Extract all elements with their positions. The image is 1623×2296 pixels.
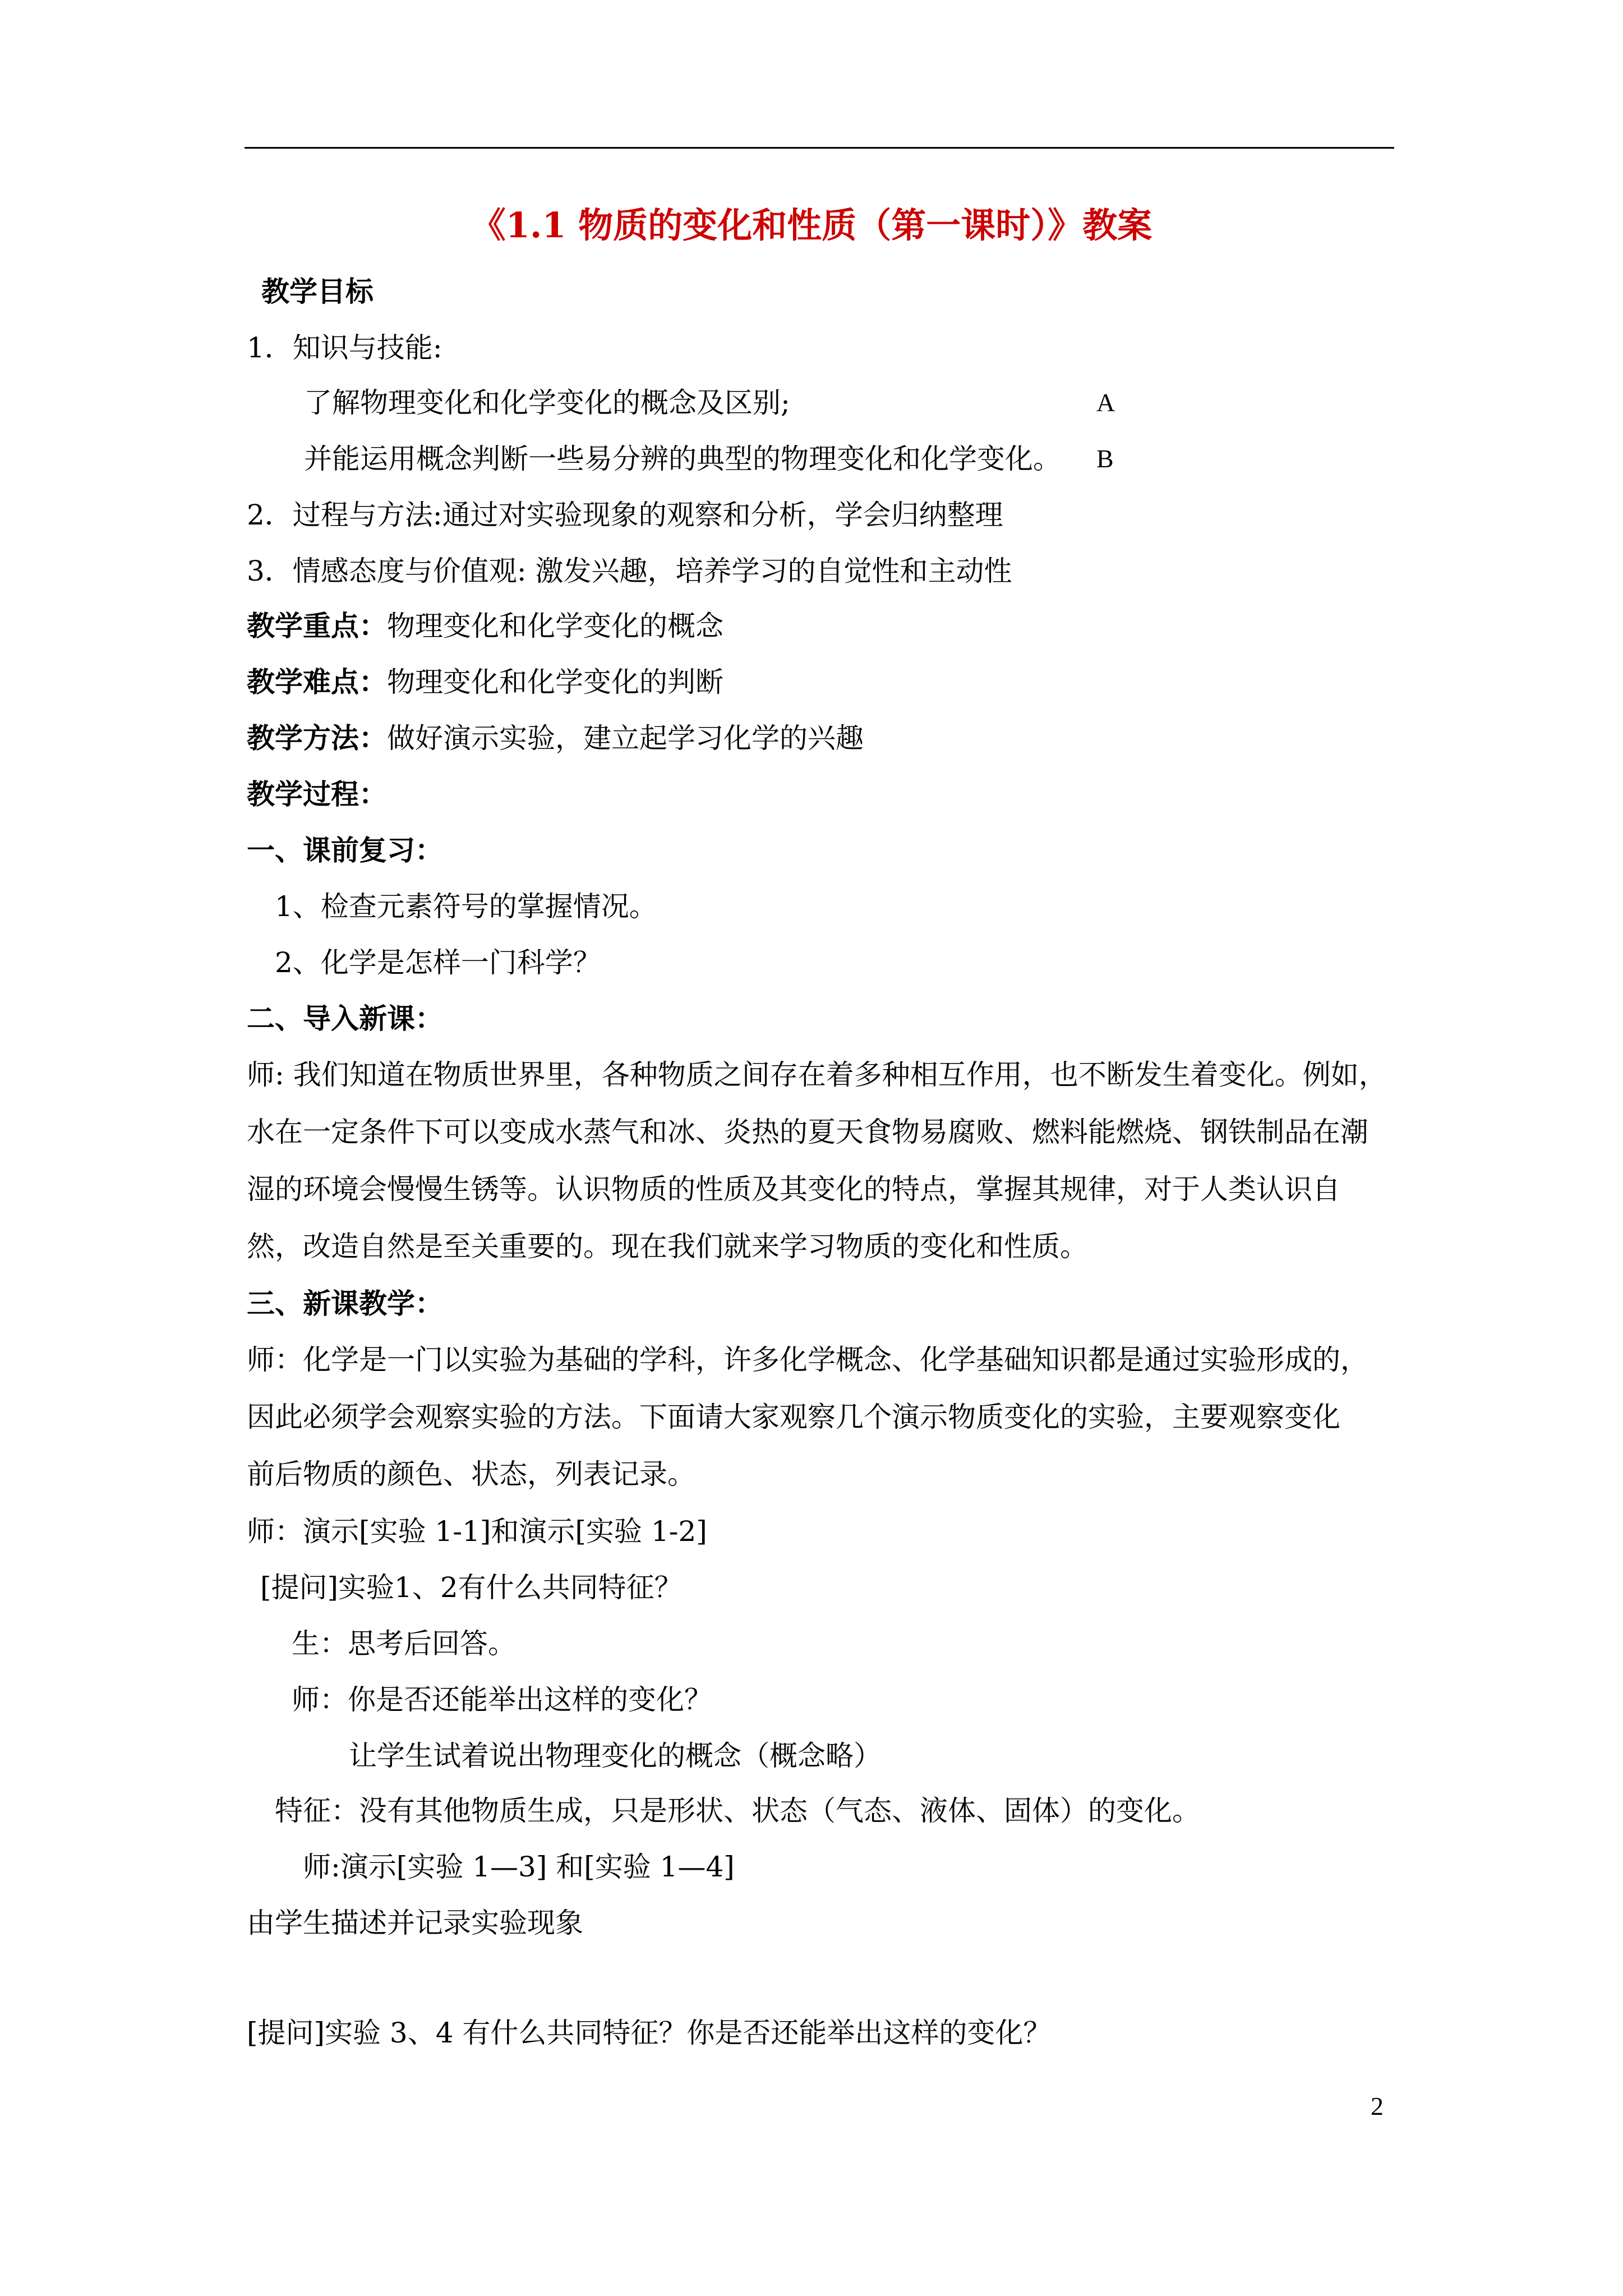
concept-prompt: 让学生试着说出物理变化的概念（概念略） — [349, 1740, 882, 1772]
objective-attitude: 3．情感态度与价值观: 激发兴趣，培养学习的自觉性和主动性 — [247, 555, 1012, 587]
section2-line: 湿的环境会慢慢生锈等。认识物质的性质及其变化的特点，掌握其规律，对于人类认识自 — [247, 1173, 1340, 1205]
method-label: 教学方法： — [247, 721, 387, 754]
difficulty-label: 教学难点： — [247, 665, 387, 698]
key-point-text: 物理变化和化学变化的概念 — [387, 610, 723, 642]
key-point-label: 教学重点： — [247, 609, 387, 642]
page-number: 2 — [1371, 2092, 1384, 2120]
method-text: 做好演示实验，建立起学习化学的兴趣 — [387, 722, 864, 754]
section2-heading: 二、导入新课： — [247, 1002, 443, 1035]
objective-knowledge-sub2: 并能运用概念判断一些易分辨的典型的物理变化和化学变化。 — [304, 443, 1061, 475]
section3-line: 因此必须学会观察实验的方法。下面请大家观察几个演示物质变化的实验，主要观察变化 — [247, 1401, 1340, 1433]
section1-item: 2、化学是怎样一门科学？ — [275, 946, 601, 979]
section1-heading: 一、课前复习： — [247, 834, 443, 867]
process-heading: 教学过程： — [247, 777, 387, 811]
document-title: 《1.1 物质的变化和性质（第一课时）》教案 — [471, 205, 1152, 246]
objective-knowledge-sub1: 了解物理变化和化学变化的概念及区别; — [304, 386, 790, 419]
demo-1-2: 师：演示[实验 1-1]和演示[实验 1-2] — [247, 1515, 707, 1548]
objective-knowledge: 1．知识与技能: — [247, 332, 442, 364]
grade-b: B — [1096, 444, 1114, 473]
section2-line: 然，改造自然是至关重要的。现在我们就来学习物质的变化和性质。 — [247, 1230, 1088, 1263]
demo-3-4: 师:演示[实验 1—3] 和[实验 1—4] — [303, 1851, 735, 1883]
section3-line: 师：化学是一门以实验为基础的学科，许多化学概念、化学基础知识都是通过实验形成的， — [247, 1343, 1368, 1376]
section2-line: 水在一定条件下可以变成水蒸气和冰、炎热的夏天食物易腐败、燃料能燃烧、钢铁制品在潮 — [247, 1116, 1368, 1148]
section1-item: 1、检查元素符号的掌握情况。 — [275, 890, 657, 923]
difficulty-text: 物理变化和化学变化的判断 — [387, 666, 723, 698]
teacher-question: 师：你是否还能举出这样的变化？ — [292, 1683, 712, 1716]
objectives-heading: 教学目标 — [261, 275, 374, 308]
section3-heading: 三、新课教学： — [247, 1287, 443, 1320]
method-row — [247, 721, 864, 755]
key-point-row — [247, 609, 723, 643]
question-1: [提问]实验1、2有什么共同特征？ — [260, 1571, 683, 1604]
objective-process: 2．过程与方法:通过对实验现象的观察和分析，学会归纳整理 — [247, 499, 1003, 531]
question-2: [提问]实验 3、4 有什么共同特征？你是否还能举出这样的变化？ — [247, 2017, 1052, 2049]
difficulty-row — [247, 665, 723, 699]
student-answer: 生：思考后回答。 — [292, 1627, 516, 1660]
section2-line: 师: 我们知道在物质世界里，各种物质之间存在着多种相互作用，也不断发生着变化。例如， — [247, 1059, 1387, 1091]
feature-line: 特征：没有其他物质生成，只是形状、状态（气态、液体、固体）的变化。 — [275, 1795, 1200, 1827]
record-line: 由学生描述并记录实验现象 — [247, 1907, 583, 1939]
grade-a: A — [1096, 388, 1115, 417]
header-rule — [245, 147, 1394, 149]
section3-line: 前后物质的颜色、状态，列表记录。 — [247, 1458, 695, 1490]
